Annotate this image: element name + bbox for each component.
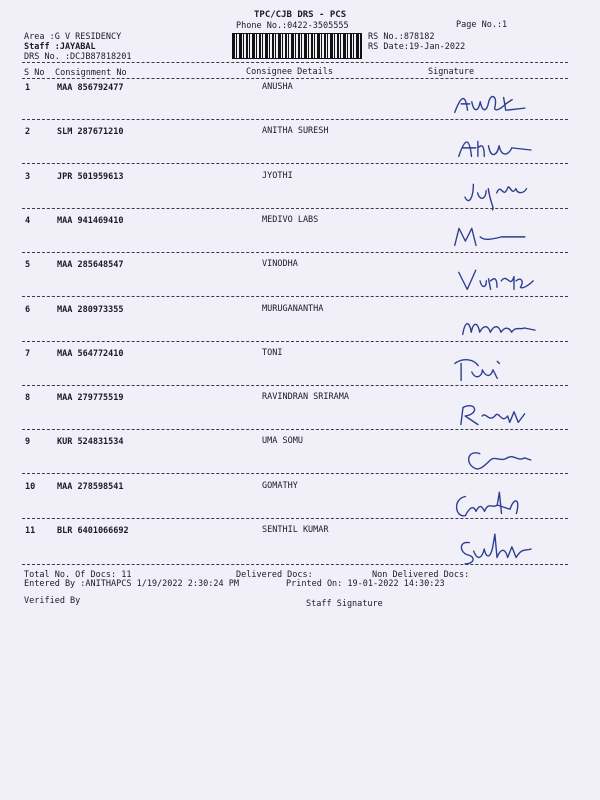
row-divider <box>22 119 568 120</box>
row-consignee: SENTHIL KUMAR <box>262 525 329 535</box>
row-consignment-no: MAA 280973355 <box>57 305 124 315</box>
barcode <box>232 33 362 59</box>
row-sno: 4 <box>25 216 31 226</box>
row-consignment-no: SLM 287671210 <box>57 127 124 137</box>
row-consignment-no: JPR 501959613 <box>57 172 124 182</box>
row-divider <box>22 252 568 253</box>
row-signature-icon <box>456 443 546 477</box>
row-consignment-no: MAA 564772410 <box>57 349 124 359</box>
row-sno: 8 <box>25 393 31 403</box>
row-sno: 9 <box>25 437 31 447</box>
row-signature-icon <box>456 311 546 345</box>
row-consignment-no: BLR 6401066692 <box>57 526 129 536</box>
staff-label: Staff :JAYABAL <box>24 42 96 52</box>
row-consignment-no: MAA 279775519 <box>57 393 124 403</box>
rs-number: RS No.:878182 <box>368 32 435 42</box>
row-consignee: GOMATHY <box>262 481 298 491</box>
row-consignee: ANUSHA <box>262 82 293 92</box>
row-divider <box>22 473 568 474</box>
row-divider <box>22 518 568 519</box>
row-sno: 7 <box>25 349 31 359</box>
row-consignment-no: MAA 285648547 <box>57 260 124 270</box>
row-signature-icon <box>448 355 538 389</box>
row-consignee: MURUGANANTHA <box>262 304 324 314</box>
row-consignment-no: MAA 941469410 <box>57 216 124 226</box>
delivered-docs: Delivered Docs: <box>236 570 313 580</box>
row-sno: 5 <box>25 260 31 270</box>
row-signature-icon <box>452 133 542 167</box>
area-label: Area :G V RESIDENCY <box>24 32 122 42</box>
row-sno: 3 <box>25 172 31 182</box>
row-divider <box>22 341 568 342</box>
printed-on: Printed On: 19-01-2022 14:30:23 <box>286 579 445 589</box>
row-sno: 10 <box>25 482 36 492</box>
row-consignment-no: MAA 278598541 <box>57 482 124 492</box>
divider <box>22 564 568 565</box>
divider <box>22 78 568 79</box>
drs-number: DRS No. :DCJB87818201 <box>24 52 132 62</box>
row-divider <box>22 429 568 430</box>
row-consignee: TONI <box>262 348 283 358</box>
row-divider <box>22 385 568 386</box>
row-consignee: UMA SOMU <box>262 436 303 446</box>
rs-date: RS Date:19-Jan-2022 <box>368 42 466 52</box>
row-signature-icon <box>448 488 538 522</box>
non-delivered-docs: Non Delivered Docs: <box>372 570 470 580</box>
row-signature-icon <box>448 89 538 123</box>
row-signature-icon <box>452 399 542 433</box>
row-consignment-no: MAA 856792477 <box>57 83 124 93</box>
row-divider <box>22 208 568 209</box>
total-docs: Total No. Of Docs: 11 <box>24 570 132 580</box>
row-signature-icon <box>448 222 538 256</box>
row-consignee: VINODHA <box>262 259 298 269</box>
divider <box>22 62 568 63</box>
row-divider <box>22 163 568 164</box>
row-consignee: JYOTHI <box>262 171 293 181</box>
row-sno: 2 <box>25 127 31 137</box>
entered-by: Entered By :ANITHAPCS 1/19/2022 2:30:24 PM <box>24 579 239 589</box>
col-header-sno: S No <box>24 68 45 78</box>
row-signature-icon <box>456 178 546 212</box>
row-signature-icon <box>452 532 542 566</box>
row-consignment-no: KUR 524831534 <box>57 437 124 447</box>
page-number: Page No.:1 <box>456 20 508 30</box>
row-consignee: RAVINDRAN SRIRAMA <box>262 392 349 402</box>
phone-number: Phone No.:0422-3505555 <box>236 21 349 31</box>
verified-by: Verified By <box>24 596 81 606</box>
document-title: TPC/CJB DRS - PCS <box>254 10 347 20</box>
row-signature-icon <box>452 266 542 300</box>
row-sno: 1 <box>25 83 31 93</box>
row-sno: 6 <box>25 305 31 315</box>
row-sno: 11 <box>25 526 36 536</box>
col-header-consignment: Consignment No <box>55 68 127 78</box>
row-divider <box>22 296 568 297</box>
row-consignee: ANITHA SURESH <box>262 126 329 136</box>
row-consignee: MEDIVO LABS <box>262 215 319 225</box>
staff-signature: Staff Signature <box>306 599 383 609</box>
col-header-signature: Signature <box>428 67 475 77</box>
col-header-consignee: Consignee Details <box>246 67 333 77</box>
